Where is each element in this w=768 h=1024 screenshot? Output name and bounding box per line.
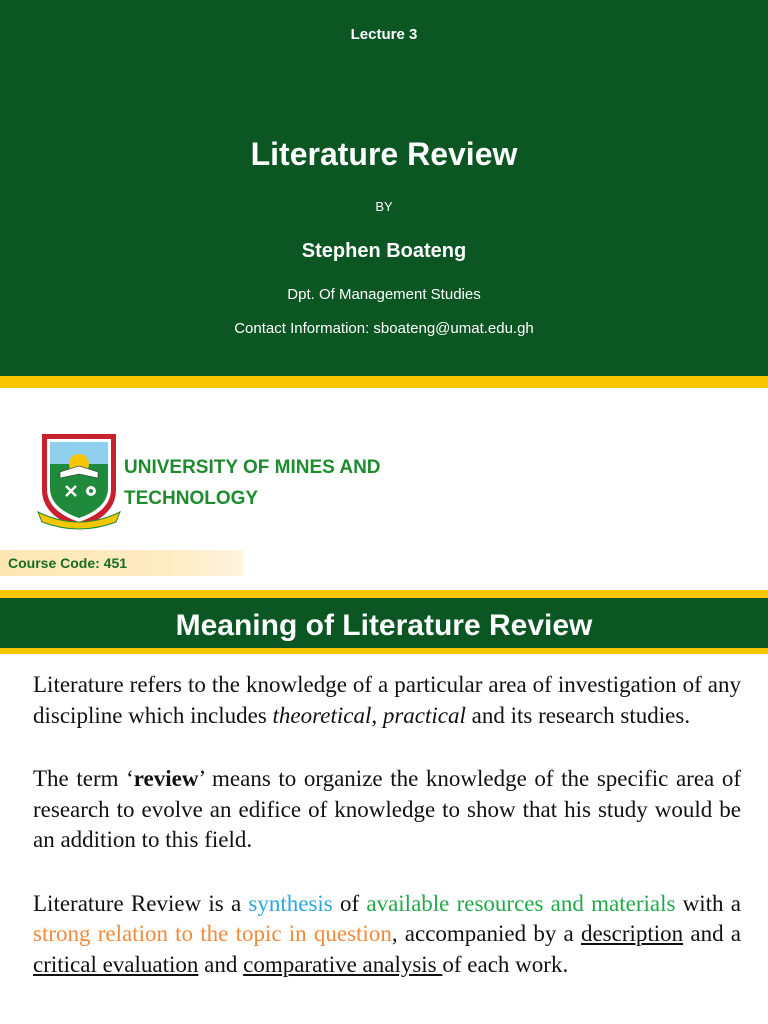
text-run: of each work. [442, 951, 569, 977]
title-slide [0, 0, 768, 376]
text-run: and a [683, 921, 741, 946]
term-relation: strong relation to the topic in question [33, 921, 392, 946]
gold-divider [0, 376, 768, 388]
term-resources: available resources and materials [366, 890, 676, 916]
text-run: Literature refers to the knowledge of a particular area of investigation of any discipline which includes [33, 672, 741, 728]
by-label: BY [375, 199, 393, 214]
text-run: , [371, 702, 383, 728]
gold-band-top [0, 590, 768, 598]
university-name-line2: TECHNOLOGY [124, 488, 259, 509]
term-theoretical: theoretical [272, 702, 372, 728]
term-description: description [580, 921, 684, 946]
term-synthesis: synthesis [248, 890, 333, 916]
university-name [124, 452, 381, 514]
slide-header [0, 598, 768, 648]
lecture-number: Lecture 3 [350, 26, 418, 43]
text-run: ’ means to organize the knowledge of the specific area of research to evolve an edifice of knowledge to show that his study would be an addition to this field. [33, 766, 741, 852]
text-run: and [198, 951, 244, 977]
text-run: of [332, 890, 367, 916]
gold-band-bottom [0, 648, 768, 654]
term-comparative-analysis: comparative analysis [243, 951, 443, 977]
slide-heading: Meaning of Literature Review [175, 609, 593, 642]
slide-body [33, 670, 741, 1013]
slide-title: Literature Review [250, 136, 518, 172]
term-practical: practical [382, 702, 466, 728]
term-critical-evaluation: critical evaluation [33, 951, 199, 977]
department: Dpt. Of Management Studies [287, 286, 481, 303]
paragraph-review [33, 764, 741, 856]
university-name-line1: UNIVERSITY OF MINES AND [124, 457, 381, 478]
university-crest-icon [36, 430, 122, 532]
text-run: and its research studies. [465, 702, 691, 728]
text-run: The term ‘ [33, 766, 134, 791]
course-code: Course Code: 451 [0, 550, 243, 576]
text-run: , accompanied by a [391, 921, 581, 946]
paragraph-definition [33, 889, 741, 981]
author-name: Stephen Boateng [301, 240, 467, 262]
contact-info: Contact Information: sboateng@umat.edu.gh [234, 320, 534, 337]
paragraph-literature [33, 670, 741, 731]
term-review: review [133, 766, 199, 791]
text-run: with a [675, 890, 741, 916]
text-run: Literature Review is a [33, 890, 249, 916]
